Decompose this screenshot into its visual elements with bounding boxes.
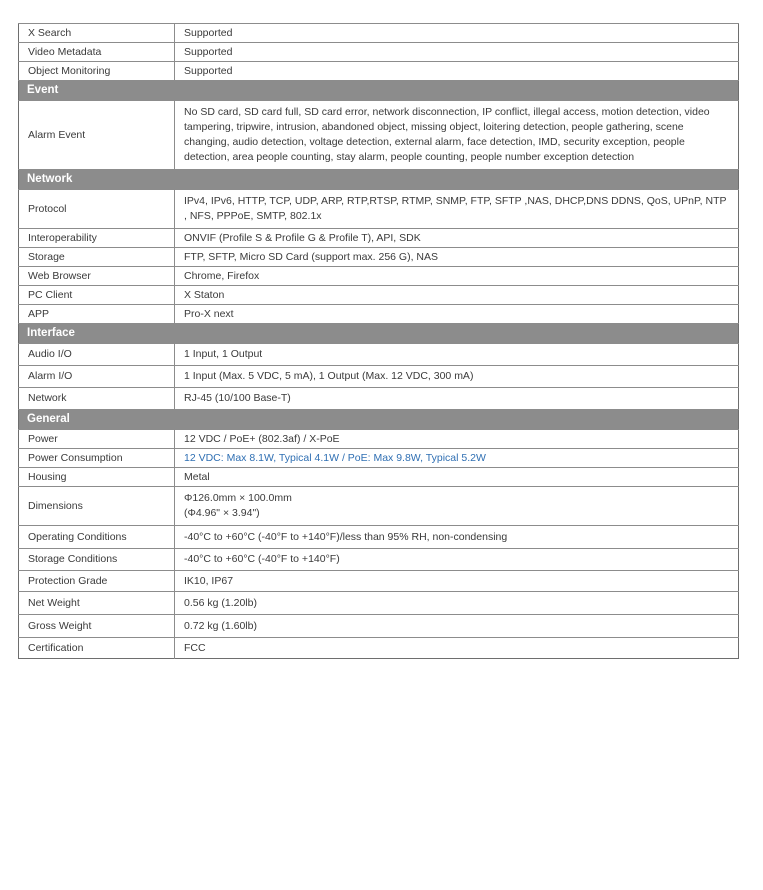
spec-value: RJ-45 (10/100 Base-T) bbox=[175, 388, 739, 410]
table-row bbox=[19, 638, 739, 659]
section-header-network bbox=[19, 170, 739, 190]
spec-value: -40°C to +60°C (-40°F to +140°F)/less than 95% RH, non-condensing bbox=[175, 526, 739, 549]
spec-value: 12 VDC: Max 8.1W, Typical 4.1W / PoE: Max 9.8W, Typical 5.2W bbox=[175, 449, 739, 468]
table-row bbox=[19, 43, 739, 62]
spec-value: No SD card, SD card full, SD card error, network disconnection, IP conflict, illegal access, motion detection, video tampering, tripwire, intrusion, abandoned object, missing object, loitering detection, people gathering, scene changing, audio detection, voltage detection, external alarm, face detection, IMD, security exception, people detection, area people counting, stay alarm, people counting, people number exception detection bbox=[175, 101, 739, 170]
spec-label: Net Weight bbox=[19, 592, 175, 615]
section-title: Event bbox=[19, 81, 739, 101]
spec-label: Power Consumption bbox=[19, 449, 175, 468]
table-row bbox=[19, 101, 739, 170]
table-row bbox=[19, 615, 739, 638]
spec-label: Video Metadata bbox=[19, 43, 175, 62]
table-row bbox=[19, 592, 739, 615]
table-row bbox=[19, 24, 739, 43]
spec-label: X Search bbox=[19, 24, 175, 43]
table-row bbox=[19, 366, 739, 388]
table-row bbox=[19, 571, 739, 592]
spec-value: IK10, IP67 bbox=[175, 571, 739, 592]
section-header-general bbox=[19, 410, 739, 430]
spec-value: ONVIF (Profile S & Profile G & Profile T), API, SDK bbox=[175, 229, 739, 248]
table-row bbox=[19, 344, 739, 366]
spec-label: Protocol bbox=[19, 190, 175, 229]
spec-label: Storage bbox=[19, 248, 175, 267]
section-header-event bbox=[19, 81, 739, 101]
spec-value: Pro-X next bbox=[175, 305, 739, 324]
spec-label: Housing bbox=[19, 468, 175, 487]
spec-value: X Staton bbox=[175, 286, 739, 305]
spec-label: Certification bbox=[19, 638, 175, 659]
spec-label: Protection Grade bbox=[19, 571, 175, 592]
spec-value: FTP, SFTP, Micro SD Card (support max. 256 G), NAS bbox=[175, 248, 739, 267]
spec-value: 12 VDC / PoE+ (802.3af) / X-PoE bbox=[175, 430, 739, 449]
spec-value: 0.72 kg (1.60lb) bbox=[175, 615, 739, 638]
spec-label: APP bbox=[19, 305, 175, 324]
spec-label: Storage Conditions bbox=[19, 549, 175, 571]
table-row bbox=[19, 449, 739, 468]
table-row bbox=[19, 62, 739, 81]
table-row bbox=[19, 388, 739, 410]
spec-value bbox=[175, 487, 739, 526]
spec-label: Audio I/O bbox=[19, 344, 175, 366]
spec-value: 1 Input, 1 Output bbox=[175, 344, 739, 366]
table-row bbox=[19, 468, 739, 487]
table-row bbox=[19, 549, 739, 571]
table-row bbox=[19, 487, 739, 526]
spec-value: 0.56 kg (1.20lb) bbox=[175, 592, 739, 615]
spec-label: Network bbox=[19, 388, 175, 410]
spec-label: Interoperability bbox=[19, 229, 175, 248]
spec-value: 1 Input (Max. 5 VDC, 5 mA), 1 Output (Max. 12 VDC, 300 mA) bbox=[175, 366, 739, 388]
spec-table bbox=[18, 23, 739, 659]
table-row bbox=[19, 526, 739, 549]
spec-value: Supported bbox=[175, 62, 739, 81]
spec-value: Supported bbox=[175, 43, 739, 62]
spec-label: Operating Conditions bbox=[19, 526, 175, 549]
dimensions-imperial: (Φ4.96" × 3.94") bbox=[184, 507, 260, 519]
spec-label: Alarm Event bbox=[19, 101, 175, 170]
section-title: General bbox=[19, 410, 739, 430]
spec-value: -40°C to +60°C (-40°F to +140°F) bbox=[175, 549, 739, 571]
spec-label: Object Monitoring bbox=[19, 62, 175, 81]
spec-value: Chrome, Firefox bbox=[175, 267, 739, 286]
section-title: Network bbox=[19, 170, 739, 190]
spec-label: PC Client bbox=[19, 286, 175, 305]
table-row bbox=[19, 190, 739, 229]
table-row bbox=[19, 267, 739, 286]
table-row bbox=[19, 286, 739, 305]
spec-label: Web Browser bbox=[19, 267, 175, 286]
spec-label: Power bbox=[19, 430, 175, 449]
table-row bbox=[19, 430, 739, 449]
spec-value: FCC bbox=[175, 638, 739, 659]
spec-label: Gross Weight bbox=[19, 615, 175, 638]
spec-value: Supported bbox=[175, 24, 739, 43]
table-row bbox=[19, 305, 739, 324]
spec-label: Dimensions bbox=[19, 487, 175, 526]
spec-value: IPv4, IPv6, HTTP, TCP, UDP, ARP, RTP,RTSP, RTMP, SNMP, FTP, SFTP ,NAS, DHCP,DNS DDNS, QoS, UPnP, NTP , NFS, PPPoE, SMTP, 802.1x bbox=[175, 190, 739, 229]
table-row bbox=[19, 229, 739, 248]
section-title: Interface bbox=[19, 324, 739, 344]
spec-label: Alarm I/O bbox=[19, 366, 175, 388]
dimensions-metric: Φ126.0mm × 100.0mm bbox=[184, 492, 292, 504]
section-header-interface bbox=[19, 324, 739, 344]
spec-value: Metal bbox=[175, 468, 739, 487]
table-row bbox=[19, 248, 739, 267]
